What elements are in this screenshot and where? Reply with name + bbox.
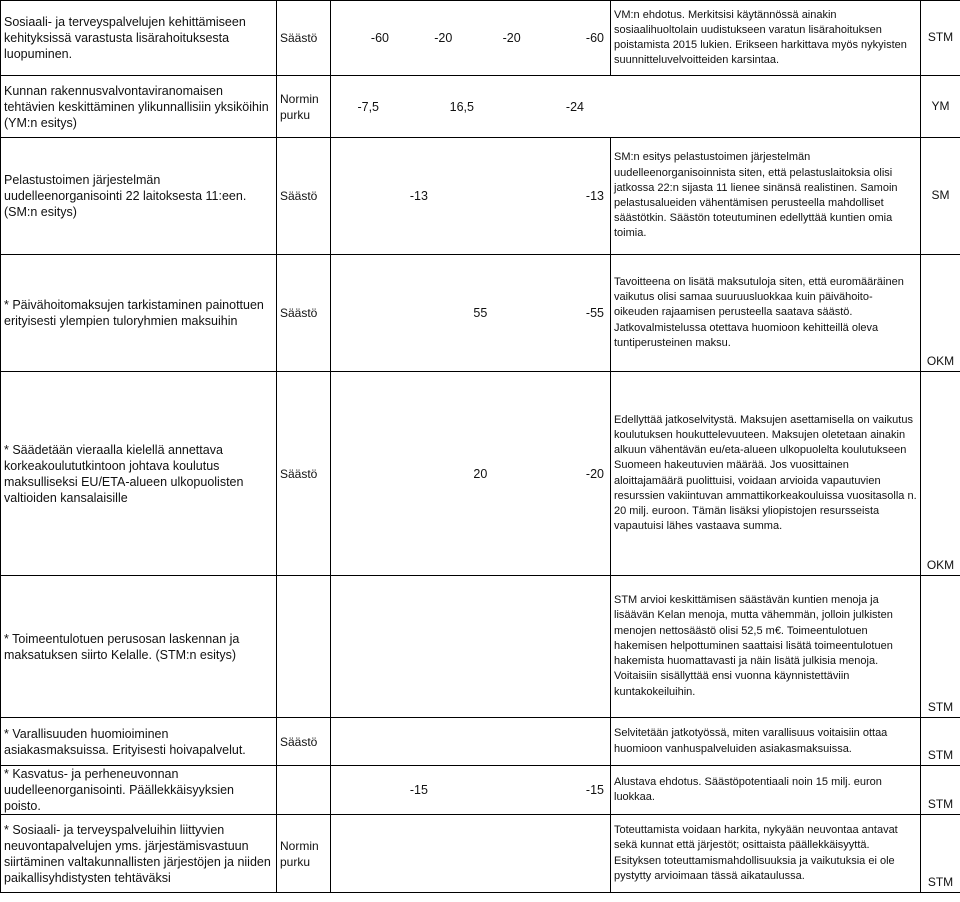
measure-values [331,76,611,138]
measure-note: STM arvioi keskittämisen säästävän kuntien menoja ja lisäävän Kelan menoja, mutta vähemmän, jolloin julkisten menojen nettosäästö olisi 52,5 m€. Toimeentulotuen hakemisen helpottuminen saattaisi lisätä toimeentulotuen hakemista huomattavasti ja näin lisätä julkisia menoja. Voitaisiin sisällyttää ensi vuonna käynnistettäviin kuntakokeiluihin. [611,576,921,718]
measure-values [331,718,611,766]
value-cell: -20 [434,31,453,45]
value-cell: -20 [502,31,521,45]
value-cell: -24 [565,99,584,114]
value-cell: -13 [409,189,428,203]
value-cell: -15 [585,783,604,797]
responsible-ministry: SM [921,138,960,255]
measure-type: Säästö [277,138,331,255]
measure-values [331,372,611,576]
measure-description: Pelastustoimen järjestelmän uudelleenorganisointi 22 laitoksesta 11:een. (SM:n esitys) [1,138,277,255]
table-row [1,76,960,138]
measure-description: * Kasvatus- ja perheneuvonnan uudelleenorganisointi. Päällekkäisyyksien poisto. [1,766,277,815]
measure-description: * Sosiaali- ja terveyspalveluihin liittyvien neuvontapalvelujen yms. järjestämisvastuun siirtäminen valtakunnallisten järjestöjen ja niiden paikallisyhdistysten tehtäväksi [1,815,277,893]
measure-type: Säästö [277,255,331,372]
responsible-ministry: YM [921,76,960,138]
measure-type: Säästö [277,718,331,766]
measure-values [331,766,611,815]
measure-description: * Toimeentulotuen perusosan laskennan ja maksatuksen siirto Kelalle. (STM:n esitys) [1,576,277,718]
value-cell: 16,5 [449,99,474,114]
measure-description: Sosiaali- ja terveyspalvelujen kehittämiseen kehityksissä varastusta lisärahoituksesta luopuminen. [1,1,277,76]
value-cell: -15 [409,783,428,797]
measure-description: * Päivähoitomaksujen tarkistaminen painottuen erityisesti ylempien tuloryhmien maksuihin [1,255,277,372]
value-cell: -60 [585,31,604,45]
measure-note: Edellyttää jatkoselvitystä. Maksujen asettamisella on vaikutus koulutuksen houkuttelevuuteen. Maksujen oletetaan ainakin alkuun vähentävän eu/eta-alueen ulkopuolelta koulutukseen Suomeen hakeutuvien määrää. Jos vuosittainen aloittajamäärä puolittuisi, voidaan arvioida vapautuvien resurssien vakiintuvan ammattikorkeakouluissa vuositasolla n. 20 milj. euroon. Tämän lisäksi yliopistojen resursseista vapautuisi lähes vastaava summa. [611,372,921,576]
measure-values [331,1,611,76]
value-cell: -13 [585,189,604,203]
value-cell: -7,5 [357,99,379,114]
measure-type: Säästö [277,372,331,576]
value-cell: 20 [473,466,488,481]
measure-note: Toteuttamista voidaan harkita, nykyään neuvontaa antavat sekä kunnat että järjestöt; osittaista päällekkäisyyttä. Esityksen toteuttamismahdollisuuksia ja vaikutuksia ei ole pystytty arvioimaan tässä aikataulussa. [611,815,921,893]
responsible-ministry: STM [921,718,960,766]
table-row [1,576,960,718]
measure-note: SM:n esitys pelastustoimen järjestelmän uudelleenorganisoinnista siten, että pelastuslaitoksia olisi jatkossa 22:n sijasta 11 lienee sinänsä realistinen. Samoin pelastusalueiden vähentämisen perusteella mahdolliset säästötkin. Säästön toteutuminen edellyttää kuntien omia toimia. [611,138,921,255]
table-row [1,138,960,255]
table-row [1,1,960,76]
responsible-ministry: STM [921,1,960,76]
table-row [1,815,960,893]
measure-note: VM:n ehdotus. Merkitsisi käytännössä ainakin sosiaalihuoltolain uudistukseen varatun lisärahoituksen poistamista 2015 lukien. Erikseen harkittava myös nykyisten suunnitteluvelvoitteiden karsintaa. [611,1,921,76]
value-cell: 55 [473,306,488,320]
measure-description: Kunnan rakennusvalvontaviranomaisen tehtävien keskittäminen ylikunnallisiin yksiköihin (YM:n esitys) [1,76,277,138]
responsible-ministry: OKM [921,372,960,576]
measure-values [331,138,611,255]
measure-values [331,576,611,718]
table-row [1,372,960,576]
measure-note: Tavoitteena on lisätä maksutuloja siten, että euromääräinen vaikutus olisi samaa suuruusluokkaa kuin päivähoito-oikeuden rajaamisen perusteella saatava säästö. Jatkovalmistelussa otettava huomioon kehitteillä oleva tuntiperusteinen maksu. [611,255,921,372]
table-row [1,255,960,372]
measure-values [331,255,611,372]
responsible-ministry: OKM [921,255,960,372]
measure-type: Normin purku [277,76,331,138]
measure-note: Alustava ehdotus. Säästöpotentiaali noin 15 milj. euron luokkaa. [611,766,921,815]
measure-note [611,76,921,138]
responsible-ministry: STM [921,766,960,815]
measure-note: Selvitetään jatkotyössä, miten varallisuus voitaisiin ottaa huomioon vanhuspalveluiden asiakasmaksuissa. [611,718,921,766]
table-row [1,718,960,766]
value-cell: -20 [585,466,604,481]
measure-description: * Varallisuuden huomioiminen asiakasmaksuissa. Erityisesti hoivapalvelut. [1,718,277,766]
measure-type [277,766,331,815]
responsible-ministry: STM [921,576,960,718]
measure-type [277,576,331,718]
table-row [1,766,960,815]
measure-type: Normin purku [277,815,331,893]
measure-description: * Säädetään vieraalla kielellä annettava korkeakoulututkintoon johtava koulutus maksulliseksi EU/ETA-alueen ulkopuolisten valtioiden kansalaisille [1,372,277,576]
measure-type: Säästö [277,1,331,76]
value-cell: -60 [370,31,389,45]
measure-values [331,815,611,893]
responsible-ministry: STM [921,815,960,893]
value-cell: -55 [585,306,604,320]
